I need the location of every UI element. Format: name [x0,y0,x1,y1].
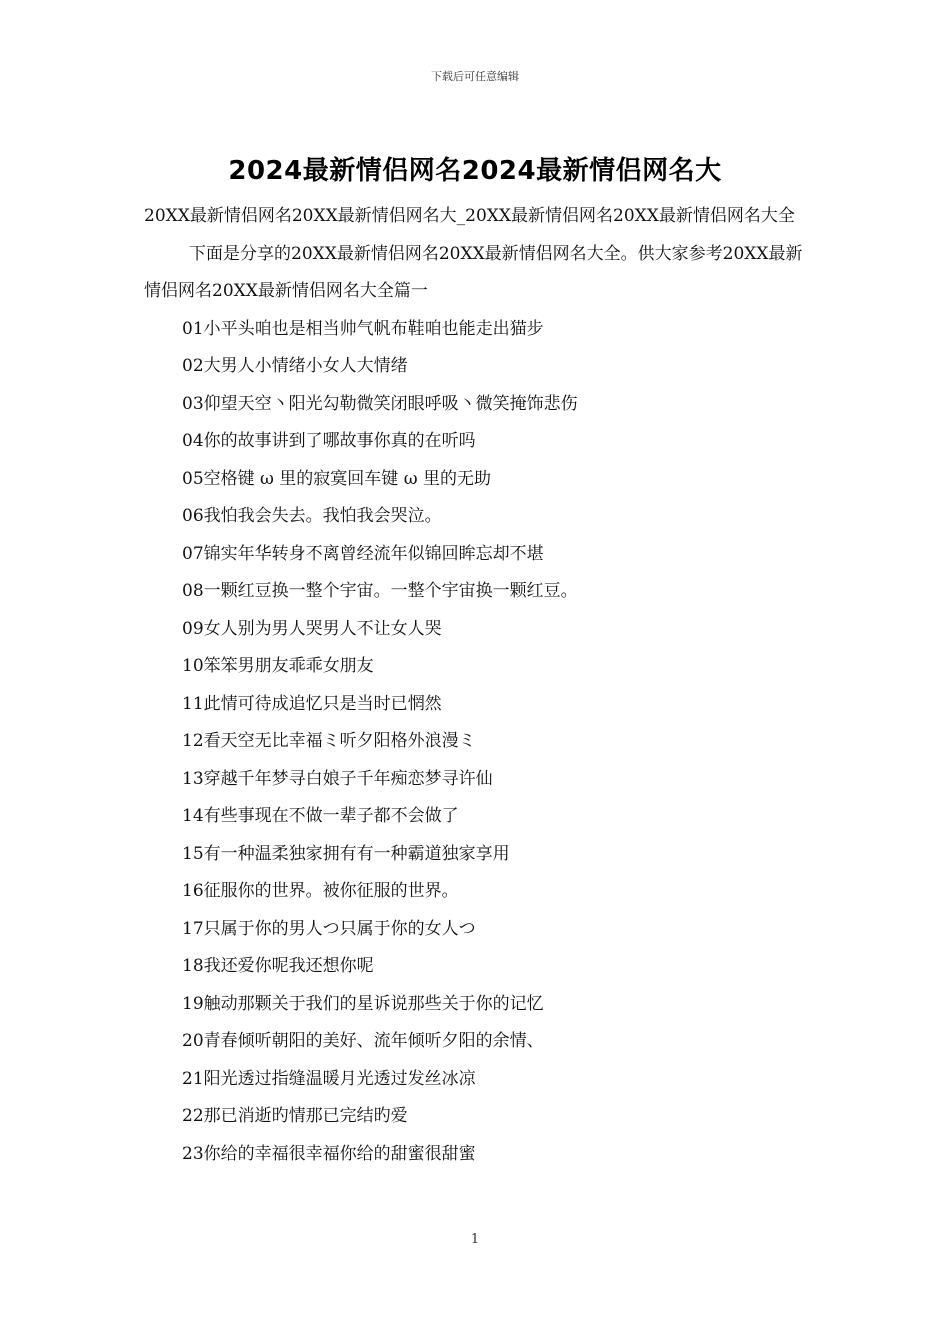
list-item: 15有一种温柔独家拥有有一种霸道独家享用 [182,843,510,864]
document-subtitle: 20XX最新情侣网名20XX最新情侣网名大_20XX最新情侣网名20XX最新情侣网名大全 [144,206,795,226]
list-item: 02大男人小情绪小女人大情绪 [182,356,408,376]
list-item: 21阳光透过指缝温暖月光透过发丝冰凉 [182,1068,476,1089]
intro-paragraph: 下面是分享的20XX最新情侣网名20XX最新情侣网名大全。供大家参考20XX最新情侣网名20XX最新情侣网名大全篇一 [144,243,803,301]
list-item: 09女人别为男人哭男人不让女人哭 [182,618,442,639]
list-item: 04你的故事讲到了哪故事你真的在听吗 [182,431,476,451]
header-note: 下载后可任意编辑 [431,70,519,83]
list-item: 16征服你的世界。被你征服的世界。 [182,881,459,901]
list-item: 08一颗红豆换一整个宇宙。一整个宇宙换一颗红豆。 [182,581,578,601]
list-item: 18我还爱你呢我还想你呢 [182,956,374,976]
list-item: 14有些事现在不做一辈子都不会做了 [182,806,459,826]
list-item: 06我怕我会失去。我怕我会哭泣。 [182,506,442,526]
list-item: 22那已消逝旳情那已完结旳爱 [182,1106,408,1126]
list-item: 07锦实年华转身不离曾经流年似锦回眸忘却不堪 [182,543,544,564]
list-item: 10笨笨男朋友乖乖女朋友 [182,656,374,676]
list-item: 01小平头咱也是相当帅气帆布鞋咱也能走出猫步 [182,318,544,339]
list-item: 11此情可待成追忆只是当时已惘然 [182,693,442,714]
list-item: 23你给的幸福很幸福你给的甜蜜很甜蜜 [182,1143,476,1164]
list-item: 17只属于你的男人つ只属于你的女人つ [182,918,476,939]
list-item: 20青春倾听朝阳的美好、流年倾听夕阳的余情、 [182,1031,544,1051]
nickname-list [144,311,810,1174]
list-item: 03仰望天空丶阳光勾勒微笑闭眼呼吸丶微笑掩饰悲伤 [182,393,578,414]
page-number: 1 [470,1232,480,1247]
list-item: 19触动那颗关于我们的星诉说那些关于你的记忆 [182,993,544,1014]
list-item: 05空格键 ω 里的寂寞回车键 ω 里的无助 [182,468,491,489]
document-title: 2024最新情侣网名2024最新情侣网名大 [228,156,722,186]
list-item: 12看天空无比幸福ミ听夕阳格外浪漫ミ [182,731,476,751]
document-body [144,198,810,1173]
list-item: 13穿越千年梦寻白娘子千年痴恋梦寻许仙 [182,768,493,789]
